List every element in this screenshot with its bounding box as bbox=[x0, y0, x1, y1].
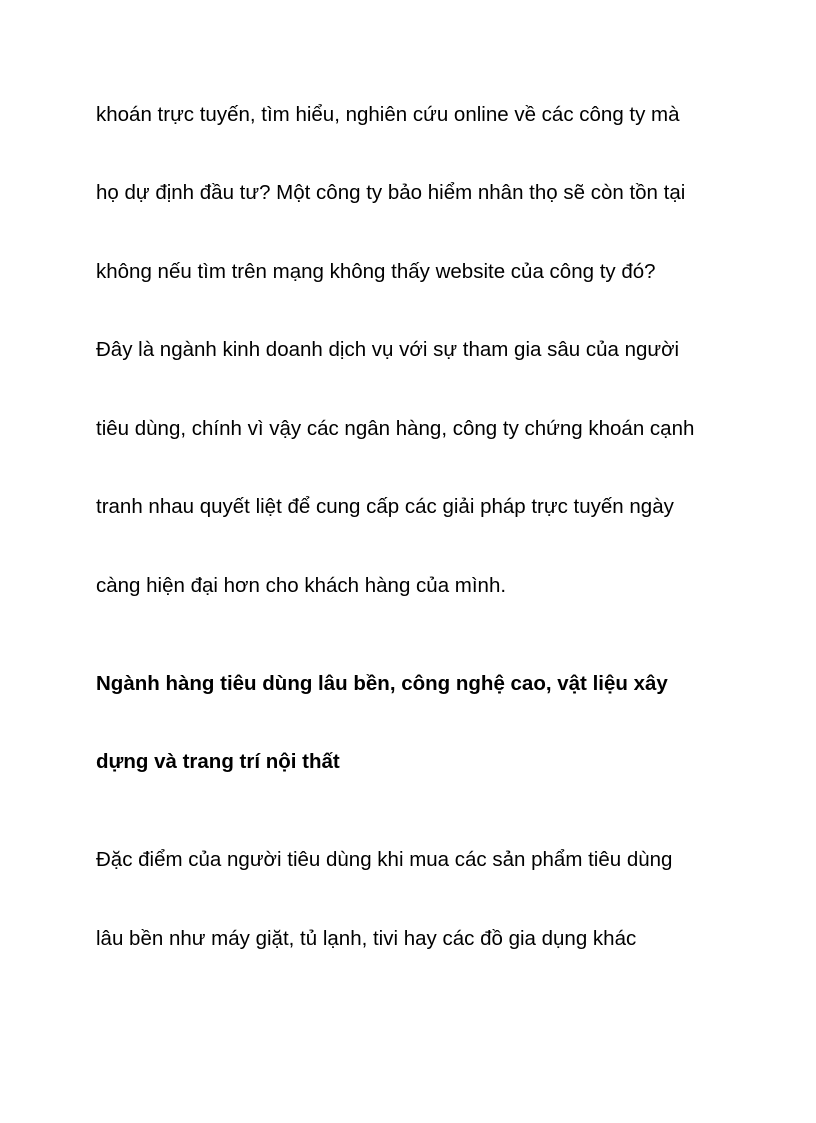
section-heading-line-2: dựng và trang trí nội thất bbox=[96, 750, 340, 773]
paragraph-1-line-2: họ dự định đầu tư? Một công ty bảo hiểm nhân thọ sẽ còn tồn tại bbox=[96, 181, 686, 204]
paragraph-1-line-4: Đây là ngành kinh doanh dịch vụ với sự tham gia sâu của người bbox=[96, 338, 680, 361]
paragraph-2-line-1: Đặc điểm của người tiêu dùng khi mua các sản phẩm tiêu dùng bbox=[96, 848, 673, 871]
section-heading-line-1: Ngành hàng tiêu dùng lâu bền, công nghệ cao, vật liệu xây bbox=[96, 672, 668, 695]
paragraph-1-line-3: không nếu tìm trên mạng không thấy website của công ty đó? bbox=[96, 260, 656, 283]
paragraph-1-line-7: càng hiện đại hơn cho khách hàng của mình. bbox=[96, 574, 507, 597]
paragraph-2-line-2: lâu bền như máy giặt, tủ lạnh, tivi hay các đồ gia dụng khác bbox=[96, 927, 637, 950]
paragraph-1-line-5: tiêu dùng, chính vì vậy các ngân hàng, công ty chứng khoán cạnh bbox=[96, 417, 695, 440]
paragraph-1-line-1: khoán trực tuyến, tìm hiểu, nghiên cứu online về các công ty mà bbox=[96, 103, 680, 126]
paragraph-1-line-6: tranh nhau quyết liệt để cung cấp các giải pháp trực tuyến ngày bbox=[96, 495, 674, 518]
